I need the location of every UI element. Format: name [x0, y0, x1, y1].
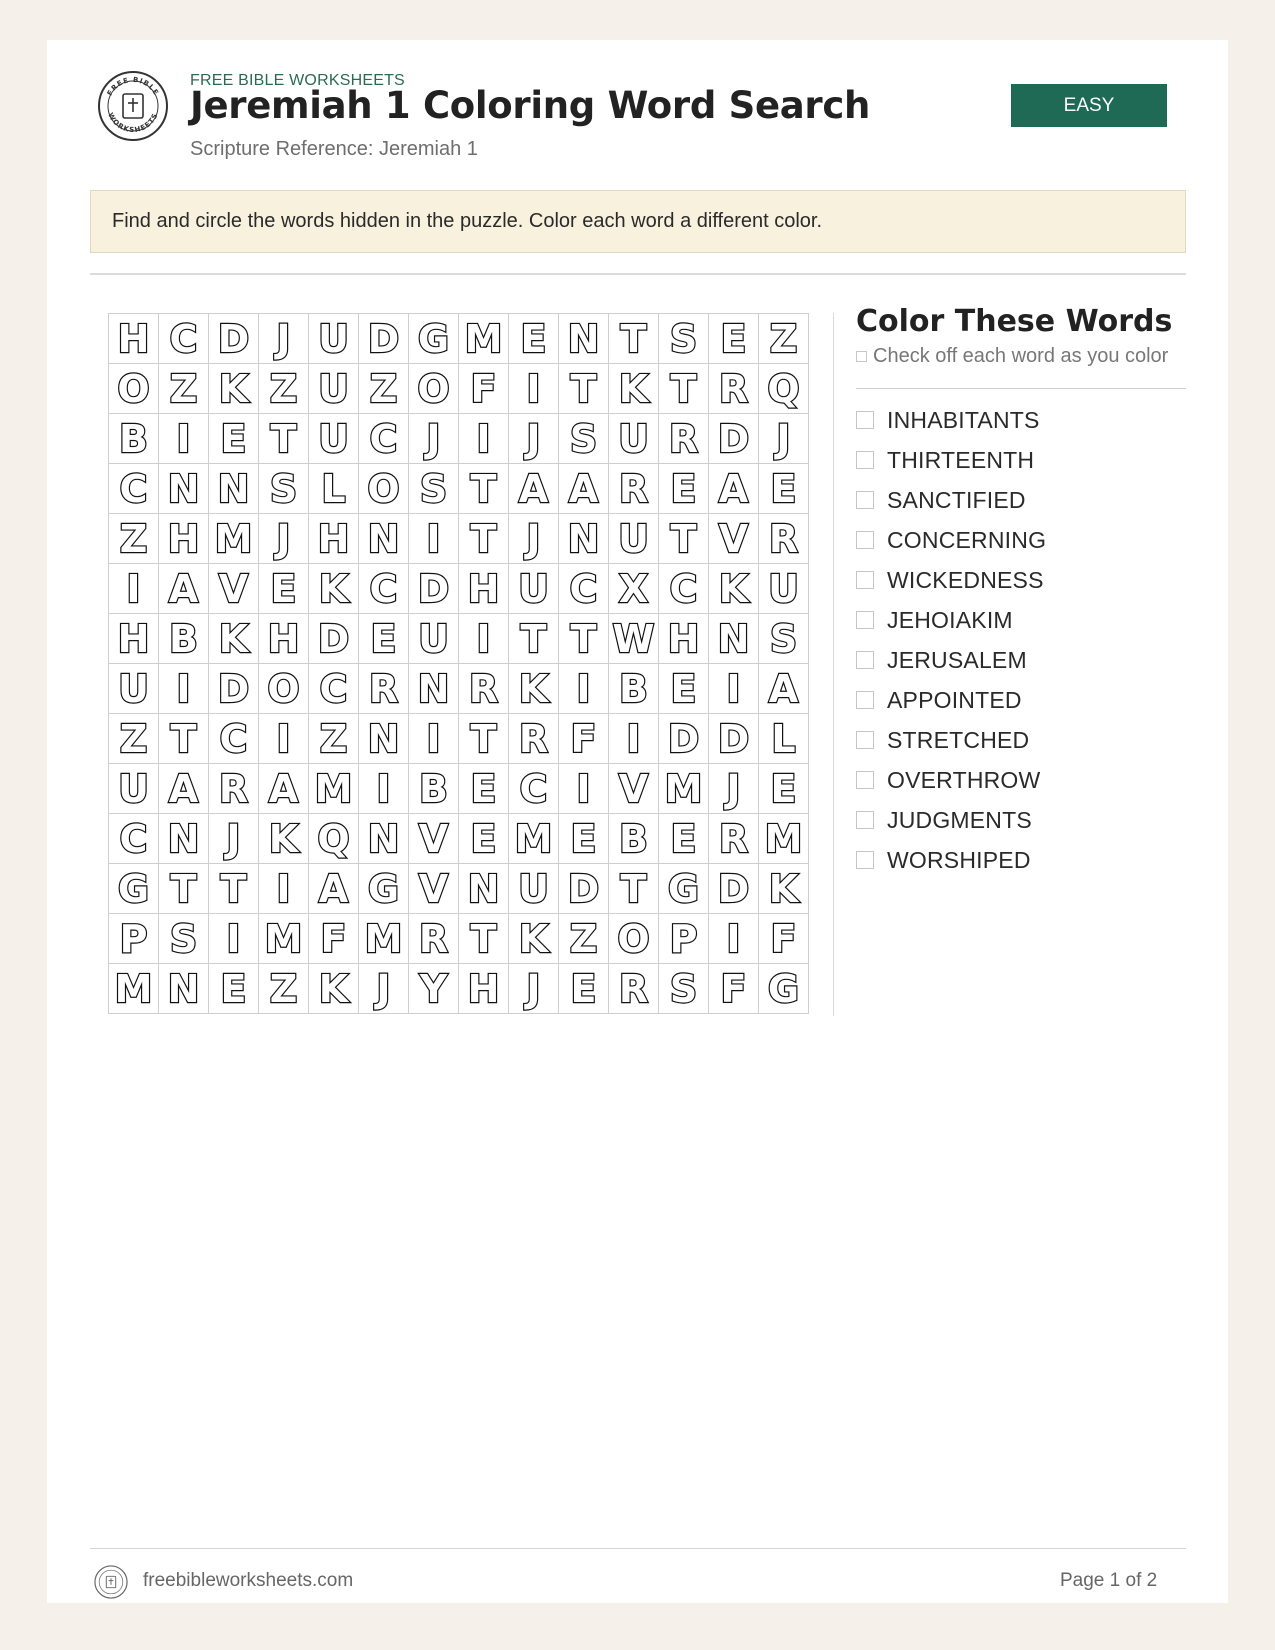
header-divider	[90, 273, 1186, 275]
grid-cell[interactable]: I	[559, 664, 609, 714]
grid-cell[interactable]: H	[109, 614, 159, 664]
grid-cell[interactable]: Q	[759, 364, 809, 414]
grid-cell[interactable]: T	[559, 364, 609, 414]
word-label: INHABITANTS	[887, 406, 1040, 433]
grid-cell[interactable]: D	[409, 564, 459, 614]
grid-cell[interactable]: R	[609, 964, 659, 1014]
word-list-item[interactable]	[856, 520, 1046, 560]
grid-cell[interactable]: N	[359, 514, 409, 564]
checkbox-icon[interactable]	[856, 571, 874, 589]
grid-cell[interactable]: T	[609, 864, 659, 914]
grid-cell[interactable]: B	[409, 764, 459, 814]
grid-cell[interactable]: J	[759, 414, 809, 464]
column-divider	[833, 313, 834, 1016]
grid-cell[interactable]: B	[159, 614, 209, 664]
grid-cell[interactable]: W	[609, 614, 659, 664]
grid-cell[interactable]: N	[559, 514, 609, 564]
grid-cell[interactable]: H	[159, 514, 209, 564]
grid-cell[interactable]: F	[309, 914, 359, 964]
scripture-reference: Scripture Reference: Jeremiah 1	[190, 138, 478, 160]
grid-cell[interactable]: P	[109, 914, 159, 964]
word-list-item[interactable]	[856, 640, 1046, 680]
word-list-item[interactable]	[856, 840, 1046, 880]
grid-cell[interactable]: N	[459, 864, 509, 914]
grid-cell[interactable]: V	[709, 514, 759, 564]
grid-cell[interactable]: Z	[109, 514, 159, 564]
grid-cell[interactable]: O	[609, 914, 659, 964]
grid-cell[interactable]: C	[159, 314, 209, 364]
grid-cell[interactable]: E	[209, 964, 259, 1014]
grid-cell[interactable]: K	[509, 914, 559, 964]
grid-cell[interactable]: R	[609, 464, 659, 514]
grid-cell[interactable]: D	[709, 714, 759, 764]
word-list-item[interactable]	[856, 600, 1046, 640]
grid-cell[interactable]: B	[109, 414, 159, 464]
grid-cell[interactable]: S	[759, 614, 809, 664]
grid-cell[interactable]: F	[459, 364, 509, 414]
grid-cell[interactable]: M	[109, 964, 159, 1014]
grid-cell[interactable]: N	[709, 614, 759, 664]
word-list-item[interactable]	[856, 720, 1046, 760]
difficulty-badge: EASY	[1011, 84, 1167, 127]
grid-cell[interactable]: N	[409, 664, 459, 714]
grid-cell[interactable]: E	[459, 814, 509, 864]
checkbox-icon[interactable]	[856, 451, 874, 469]
grid-cell[interactable]: I	[409, 714, 459, 764]
word-list-divider	[856, 388, 1186, 389]
grid-cell[interactable]: H	[459, 564, 509, 614]
word-list-item[interactable]	[856, 800, 1046, 840]
grid-cell[interactable]: O	[359, 464, 409, 514]
grid-cell[interactable]: E	[759, 464, 809, 514]
grid-cell[interactable]: S	[159, 914, 209, 964]
grid-cell[interactable]: C	[659, 564, 709, 614]
grid-cell[interactable]: I	[459, 414, 509, 464]
grid-cell[interactable]: G	[409, 314, 459, 364]
grid-cell[interactable]: E	[559, 814, 609, 864]
grid-cell[interactable]: O	[409, 364, 459, 414]
grid-cell[interactable]: S	[409, 464, 459, 514]
grid-cell[interactable]: X	[609, 564, 659, 614]
grid-cell[interactable]: D	[559, 864, 609, 914]
grid-cell[interactable]: Z	[109, 714, 159, 764]
checkbox-icon[interactable]	[856, 771, 874, 789]
grid-cell[interactable]: S	[559, 414, 609, 464]
grid-cell[interactable]: C	[209, 714, 259, 764]
grid-cell[interactable]: T	[659, 514, 709, 564]
grid-cell[interactable]: I	[159, 414, 209, 464]
grid-cell[interactable]: E	[259, 564, 309, 614]
grid-cell[interactable]: U	[509, 564, 559, 614]
grid-cell[interactable]: A	[159, 564, 209, 614]
grid-cell[interactable]: O	[259, 664, 309, 714]
word-label: CONCERNING	[887, 526, 1047, 553]
grid-cell[interactable]: K	[209, 614, 259, 664]
grid-cell[interactable]: G	[759, 964, 809, 1014]
grid-cell[interactable]: C	[359, 564, 409, 614]
grid-cell[interactable]: N	[159, 464, 209, 514]
grid-cell[interactable]: F	[559, 714, 609, 764]
word-search-grid	[108, 313, 809, 1014]
grid-cell[interactable]: I	[609, 714, 659, 764]
grid-cell[interactable]: M	[209, 514, 259, 564]
grid-cell[interactable]: Z	[259, 364, 309, 414]
word-list-item[interactable]	[856, 560, 1046, 600]
grid-cell[interactable]: R	[709, 814, 759, 864]
grid-cell[interactable]: T	[459, 714, 509, 764]
grid-cell[interactable]: I	[209, 914, 259, 964]
word-label: OVERTHROW	[887, 766, 1041, 793]
checkbox-icon[interactable]	[856, 811, 874, 829]
grid-cell[interactable]: D	[209, 664, 259, 714]
grid-cell[interactable]: S	[659, 964, 709, 1014]
grid-cell[interactable]: V	[409, 814, 459, 864]
grid-cell[interactable]: U	[109, 764, 159, 814]
checkbox-icon[interactable]	[856, 731, 874, 749]
grid-cell[interactable]: L	[309, 464, 359, 514]
checkbox-icon[interactable]	[856, 611, 874, 629]
grid-cell[interactable]: H	[259, 614, 309, 664]
grid-cell[interactable]: M	[359, 914, 409, 964]
grid-cell[interactable]: D	[309, 614, 359, 664]
grid-cell[interactable]: E	[359, 614, 409, 664]
grid-cell[interactable]: S	[259, 464, 309, 514]
grid-cell[interactable]: G	[109, 864, 159, 914]
grid-cell[interactable]: Z	[259, 964, 309, 1014]
grid-cell[interactable]: K	[709, 564, 759, 614]
grid-cell[interactable]: R	[509, 714, 559, 764]
grid-cell[interactable]: A	[259, 764, 309, 814]
grid-cell[interactable]: A	[309, 864, 359, 914]
grid-cell[interactable]: D	[209, 314, 259, 364]
grid-cell[interactable]: B	[609, 664, 659, 714]
grid-cell[interactable]: R	[659, 414, 709, 464]
word-label: WICKEDNESS	[887, 566, 1044, 593]
grid-cell[interactable]: U	[759, 564, 809, 614]
grid-cell[interactable]: T	[509, 614, 559, 664]
grid-cell[interactable]: O	[109, 364, 159, 414]
word-list-title: Color These Words	[856, 304, 1173, 339]
grid-cell[interactable]: N	[559, 314, 609, 364]
grid-cell[interactable]: Y	[409, 964, 459, 1014]
grid-cell[interactable]: M	[759, 814, 809, 864]
instructions-text: Find and circle the words hidden in the puzzle. Color each word a different color.	[112, 210, 823, 232]
grid-cell[interactable]: N	[159, 814, 209, 864]
grid-cell[interactable]: R	[359, 664, 409, 714]
grid-cell[interactable]: H	[659, 614, 709, 664]
grid-cell[interactable]: A	[759, 664, 809, 714]
grid-cell[interactable]: U	[509, 864, 559, 914]
word-label: STRETCHED	[887, 726, 1030, 753]
grid-cell[interactable]: J	[359, 964, 409, 1014]
checkbox-icon[interactable]	[856, 651, 874, 669]
grid-cell[interactable]: E	[659, 664, 709, 714]
checkbox-icon[interactable]	[856, 531, 874, 549]
grid-cell[interactable]: E	[559, 964, 609, 1014]
grid-cell[interactable]: H	[459, 964, 509, 1014]
grid-cell[interactable]: D	[659, 714, 709, 764]
grid-cell[interactable]: J	[509, 414, 559, 464]
grid-cell[interactable]: F	[759, 914, 809, 964]
grid-cell[interactable]: J	[709, 764, 759, 814]
grid-cell[interactable]: U	[309, 364, 359, 414]
grid-cell[interactable]: I	[509, 364, 559, 414]
grid-cell[interactable]: T	[209, 864, 259, 914]
brand-label: FREE BIBLE WORKSHEETS	[190, 72, 405, 89]
bible-logo-icon	[97, 70, 169, 142]
grid-cell[interactable]: I	[709, 914, 759, 964]
word-list-subtitle-text: Check off each word as you color	[873, 345, 1169, 367]
checkbox-icon[interactable]	[856, 851, 874, 869]
grid-cell[interactable]: V	[609, 764, 659, 814]
page-number: Page 1 of 2	[1060, 1570, 1158, 1591]
grid-cell[interactable]: I	[159, 664, 209, 714]
logo-text-top: FREE BIBLE	[105, 75, 161, 98]
grid-cell[interactable]: I	[459, 614, 509, 664]
grid-cell[interactable]: G	[359, 864, 409, 914]
grid-cell[interactable]: J	[259, 514, 309, 564]
grid-cell[interactable]: N	[359, 814, 409, 864]
grid-cell[interactable]: T	[659, 364, 709, 414]
footer-divider	[90, 1548, 1186, 1549]
grid-cell[interactable]: M	[659, 764, 709, 814]
grid-cell[interactable]: L	[759, 714, 809, 764]
grid-cell[interactable]: A	[709, 464, 759, 514]
grid-cell[interactable]: J	[409, 414, 459, 464]
grid-cell[interactable]: E	[209, 414, 259, 464]
grid-cell[interactable]: Z	[359, 364, 409, 414]
grid-cell[interactable]: J	[209, 814, 259, 864]
grid-cell[interactable]: U	[609, 414, 659, 464]
grid-cell[interactable]: U	[409, 614, 459, 664]
grid-cell[interactable]: Z	[309, 714, 359, 764]
grid-cell[interactable]: E	[659, 814, 709, 864]
word-label: JUDGMENTS	[887, 806, 1032, 833]
grid-cell[interactable]: F	[709, 964, 759, 1014]
grid-cell[interactable]: I	[359, 764, 409, 814]
grid-cell[interactable]: M	[259, 914, 309, 964]
grid-cell[interactable]: Z	[559, 914, 609, 964]
checkbox-icon[interactable]	[856, 411, 874, 429]
grid-cell[interactable]: T	[459, 464, 509, 514]
logo-text-bottom: WORKSHEETS	[106, 111, 160, 135]
grid-cell[interactable]: R	[459, 664, 509, 714]
grid-cell[interactable]: T	[259, 414, 309, 464]
grid-cell[interactable]: A	[559, 464, 609, 514]
grid-cell[interactable]: C	[359, 414, 409, 464]
grid-cell[interactable]: A	[159, 764, 209, 814]
grid-cell[interactable]: Z	[759, 314, 809, 364]
word-label: APPOINTED	[887, 686, 1022, 713]
grid-cell[interactable]: R	[409, 914, 459, 964]
checkbox-icon[interactable]	[856, 491, 874, 509]
word-list-item[interactable]	[856, 680, 1046, 720]
grid-cell[interactable]: K	[509, 664, 559, 714]
page-title: Jeremiah 1 Coloring Word Search	[190, 84, 871, 127]
grid-cell[interactable]: U	[309, 314, 359, 364]
grid-cell[interactable]: P	[659, 914, 709, 964]
grid-cell[interactable]: I	[709, 664, 759, 714]
grid-cell[interactable]: T	[559, 614, 609, 664]
grid-cell[interactable]: M	[459, 314, 509, 364]
grid-cell[interactable]: G	[659, 864, 709, 914]
word-list	[856, 400, 1046, 880]
grid-cell[interactable]: U	[109, 664, 159, 714]
checkbox-icon[interactable]	[856, 691, 874, 709]
word-label: WORSHIPED	[887, 846, 1031, 873]
grid-cell[interactable]: N	[359, 714, 409, 764]
word-list-item[interactable]	[856, 480, 1046, 520]
footer-site[interactable]: freebibleworksheets.com	[143, 1570, 354, 1591]
worksheet-page	[47, 40, 1228, 1603]
word-list-item[interactable]	[856, 440, 1046, 480]
grid-cell[interactable]: E	[709, 314, 759, 364]
grid-cell[interactable]: T	[609, 314, 659, 364]
grid-cell[interactable]: M	[309, 764, 359, 814]
word-label: JEHOIAKIM	[887, 606, 1013, 633]
grid-cell[interactable]: C	[559, 564, 609, 614]
grid-cell[interactable]: E	[659, 464, 709, 514]
grid-cell[interactable]: N	[159, 964, 209, 1014]
grid-cell[interactable]: H	[309, 514, 359, 564]
grid-cell[interactable]: B	[609, 814, 659, 864]
checkbox-icon	[856, 351, 867, 362]
word-list-item[interactable]	[856, 400, 1046, 440]
word-list-item[interactable]	[856, 760, 1046, 800]
grid-cell[interactable]: V	[209, 564, 259, 614]
grid-cell[interactable]: D	[709, 864, 759, 914]
grid-cell[interactable]: I	[259, 864, 309, 914]
grid-cell[interactable]: C	[109, 464, 159, 514]
grid-cell[interactable]: I	[109, 564, 159, 614]
grid-cell[interactable]: E	[509, 314, 559, 364]
grid-cell[interactable]: Z	[159, 364, 209, 414]
grid-cell[interactable]: K	[209, 364, 259, 414]
grid-cell[interactable]: R	[209, 764, 259, 814]
grid-cell[interactable]: I	[559, 764, 609, 814]
word-list-subtitle	[856, 345, 1168, 368]
grid-cell[interactable]: I	[259, 714, 309, 764]
grid-cell[interactable]: K	[759, 864, 809, 914]
grid-cell[interactable]: T	[159, 864, 209, 914]
grid-cell[interactable]: U	[609, 514, 659, 564]
grid-cell[interactable]: R	[759, 514, 809, 564]
word-label: SANCTIFIED	[887, 486, 1026, 513]
footer-logo-icon	[94, 1565, 128, 1599]
grid-cell[interactable]: S	[659, 314, 709, 364]
grid-cell[interactable]: T	[159, 714, 209, 764]
grid-cell[interactable]: Q	[309, 814, 359, 864]
instructions-banner	[90, 190, 1186, 253]
grid-cell[interactable]: C	[309, 664, 359, 714]
grid-cell[interactable]: C	[509, 764, 559, 814]
grid-cell[interactable]: T	[459, 514, 509, 564]
word-label: THIRTEENTH	[887, 446, 1035, 473]
grid-cell[interactable]: M	[509, 814, 559, 864]
grid-cell[interactable]: K	[259, 814, 309, 864]
grid-cell[interactable]: H	[109, 314, 159, 364]
grid-cell[interactable]: J	[509, 964, 559, 1014]
grid-cell[interactable]: E	[459, 764, 509, 814]
word-label: JERUSALEM	[887, 646, 1027, 673]
grid-cell[interactable]: D	[709, 414, 759, 464]
grid-cell[interactable]: J	[509, 514, 559, 564]
grid-cell[interactable]: C	[109, 814, 159, 864]
grid-cell[interactable]: I	[409, 514, 459, 564]
grid-cell[interactable]: J	[259, 314, 309, 364]
grid-cell[interactable]: R	[709, 364, 759, 414]
grid-cell[interactable]: K	[309, 964, 359, 1014]
grid-cell[interactable]: D	[359, 314, 409, 364]
grid-cell[interactable]: K	[609, 364, 659, 414]
grid-cell[interactable]: E	[759, 764, 809, 814]
grid-cell[interactable]: N	[209, 464, 259, 514]
grid-cell[interactable]: V	[409, 864, 459, 914]
grid-cell[interactable]: K	[309, 564, 359, 614]
grid-cell[interactable]: U	[309, 414, 359, 464]
grid-cell[interactable]: T	[459, 914, 509, 964]
grid-cell[interactable]: A	[509, 464, 559, 514]
